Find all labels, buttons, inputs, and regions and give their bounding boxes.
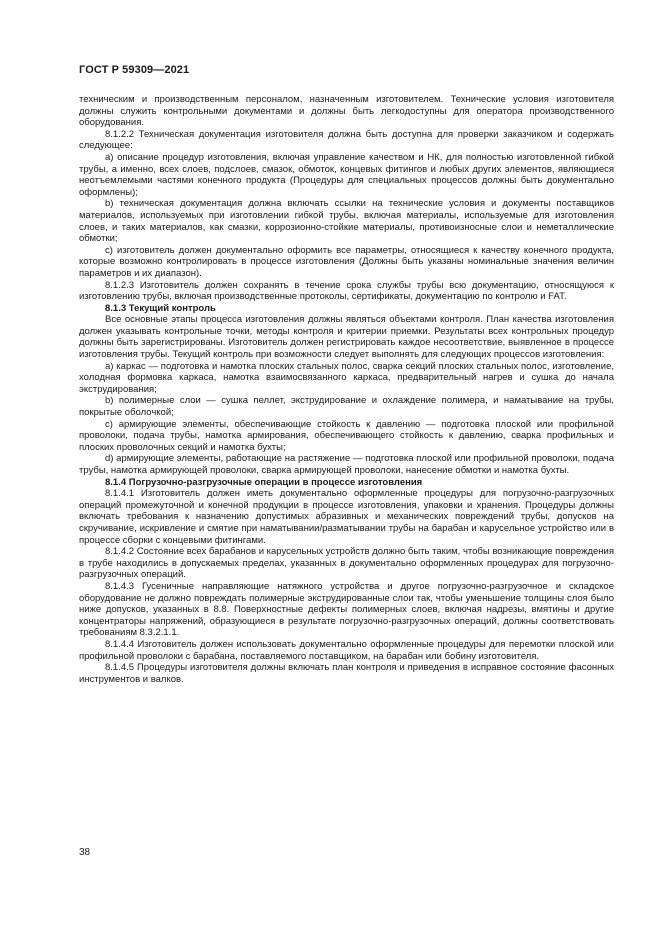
- section-heading: 8.1.3 Текущий контроль: [105, 302, 216, 314]
- paragraph: a) каркас — подготовка и намотка плоских стальных полос, сварка секций плоских стальных полос, изготовление, холодная формовка каркаса, намотка взаимосвязанного каркаса, предварительный нагрев и сушка до начала экструдирования;: [79, 360, 614, 395]
- paragraph: 8.1.2.3 Изготовитель должен сохранять в течение срока службы трубы всю документацию, относящуюся к изготовлению трубы, включая производственные протоколы, сертификаты, документацию по контролю и FAT.: [79, 279, 614, 303]
- document-body: [79, 94, 614, 685]
- paragraph: 8.1.4.3 Гусеничные направляющие натяжного устройства и другое погрузочно-разгрузочное и складское оборудование не должно повреждать полимерные экструдированные слои так, чтобы уменьшение толщины слоя было ниже допусков, указанных в 8.8. Поверхностные дефекты полимерных слоев, включая надрезы, вмятины и другие концентраторы напряжений, образующиеся в результате погрузочно-разгрузочных операций, должны соответствовать требованиям 8.3.2.1.1.: [79, 580, 614, 639]
- paragraph: 8.1.4.1 Изготовитель должен иметь документально оформленные процедуры для погрузочно-разгрузочных операций промежуточной и конечной продукции в процессе изготовления, упаковки и хранения. Процедуры должны включать требования к назначению допустимых абразивных и механических повреждений трубы, допусков на скручивание, искривление и смятие при наматывании/разматывании трубы на барабан и карусельное устройство или в процессе сборки с концевыми фитингами.: [79, 488, 614, 546]
- document-header: ГОСТ Р 59309—2021: [79, 64, 190, 76]
- paragraph: 8.1.4.5 Процедуры изготовителя должны включать план контроля и приведения в исправное состояние фасонных инструментов и валков.: [79, 662, 614, 685]
- paragraph: a) описание процедур изготовления, включая управление качеством и НК, для полностью изготовленной гибкой трубы, а именно, всех слоев, подслоев, смазок, обмоток, концевых фитингов и любых других элементов, являющиеся неотъемлемыми частями конечного продукта (Процедуры для специальных процессов должны быть документально оформлены);: [79, 151, 614, 198]
- paragraph: c) изготовитель должен документально оформить все параметры, относящиеся к качеству конечного продукта, которые возможно контролировать в процессе изготовления (Должны быть указаны номинальные значения величин параметров и их диапазон).: [79, 244, 614, 279]
- paragraph: техническим и производственным персоналом, назначенным изготовителем. Технические условия изготовителя должны служить контрольными документами и должны быть легкодоступны для оператора производственного оборудования.: [79, 94, 614, 129]
- paragraph: c) армирующие элементы, обеспечивающие стойкость к давлению — подготовка плоской или профильной проволоки, подача трубы, намотка армирования, обеспечивающего стойкость к давлению, сварка профильных и плоских проволочных секций и намотка бухты;: [79, 418, 614, 453]
- paragraph: Все основные этапы процесса изготовления должны являться объектами контроля. План качества изготовления должен указывать контрольные точки, методы контроля и критерии приемки. Результаты всех контрольных процедур должны быть зарегистрированы. Изготовитель должен регистрировать каждое несоответствие, выявленное в процессе изготовления трубы. Текущий контроль при возможности следует выполнять для следующих процессов изготовления:: [79, 314, 614, 361]
- paragraph: b) полимерные слои — сушка пеллет, экструдирование и охлаждение полимера, и наматывание на трубы, покрытые оболочкой;: [79, 395, 614, 419]
- paragraph: 8.1.2.2 Техническая документация изготовителя должна быть доступна для проверки заказчиком и содержать следующее:: [79, 128, 614, 152]
- section-heading: 8.1.4 Погрузочно-разгрузочные операции в процессе изготовления: [105, 476, 423, 488]
- paragraph: 8.1.4.2 Состояние всех барабанов и карусельных устройств должно быть таким, чтобы возникающие повреждения в трубе находились в допускаемых пределах, указанных в документально оформленных процедурах для погрузочно-разгрузочных операций.: [79, 546, 614, 581]
- paragraph: b) техническая документация должна включать ссылки на технические условия и документы поставщиков материалов, используемых при изготовлении гибкой трубы, включая материалы, используемые для изготовления слоев, и таких материалов, как смазки, коррозионно-стойкие материалы, противоизносные слои и неметаллические обмотки;: [79, 198, 614, 245]
- page-number: 38: [79, 847, 91, 858]
- paragraph: 8.1.4.4 Изготовитель должен использовать документально оформленные процедуры для перемотки плоской или профильной проволоки с барабана, поставляемого поставщиком, на барабан или бобину изготовителя.: [79, 638, 614, 662]
- paragraph: d) армирующие элементы, работающие на растяжение — подготовка плоской или профильной проволоки, подача трубы, намотка армирующей проволоки, сварка армирующей проволоки, нанесение обмотки и намотка бухты.: [79, 453, 614, 476]
